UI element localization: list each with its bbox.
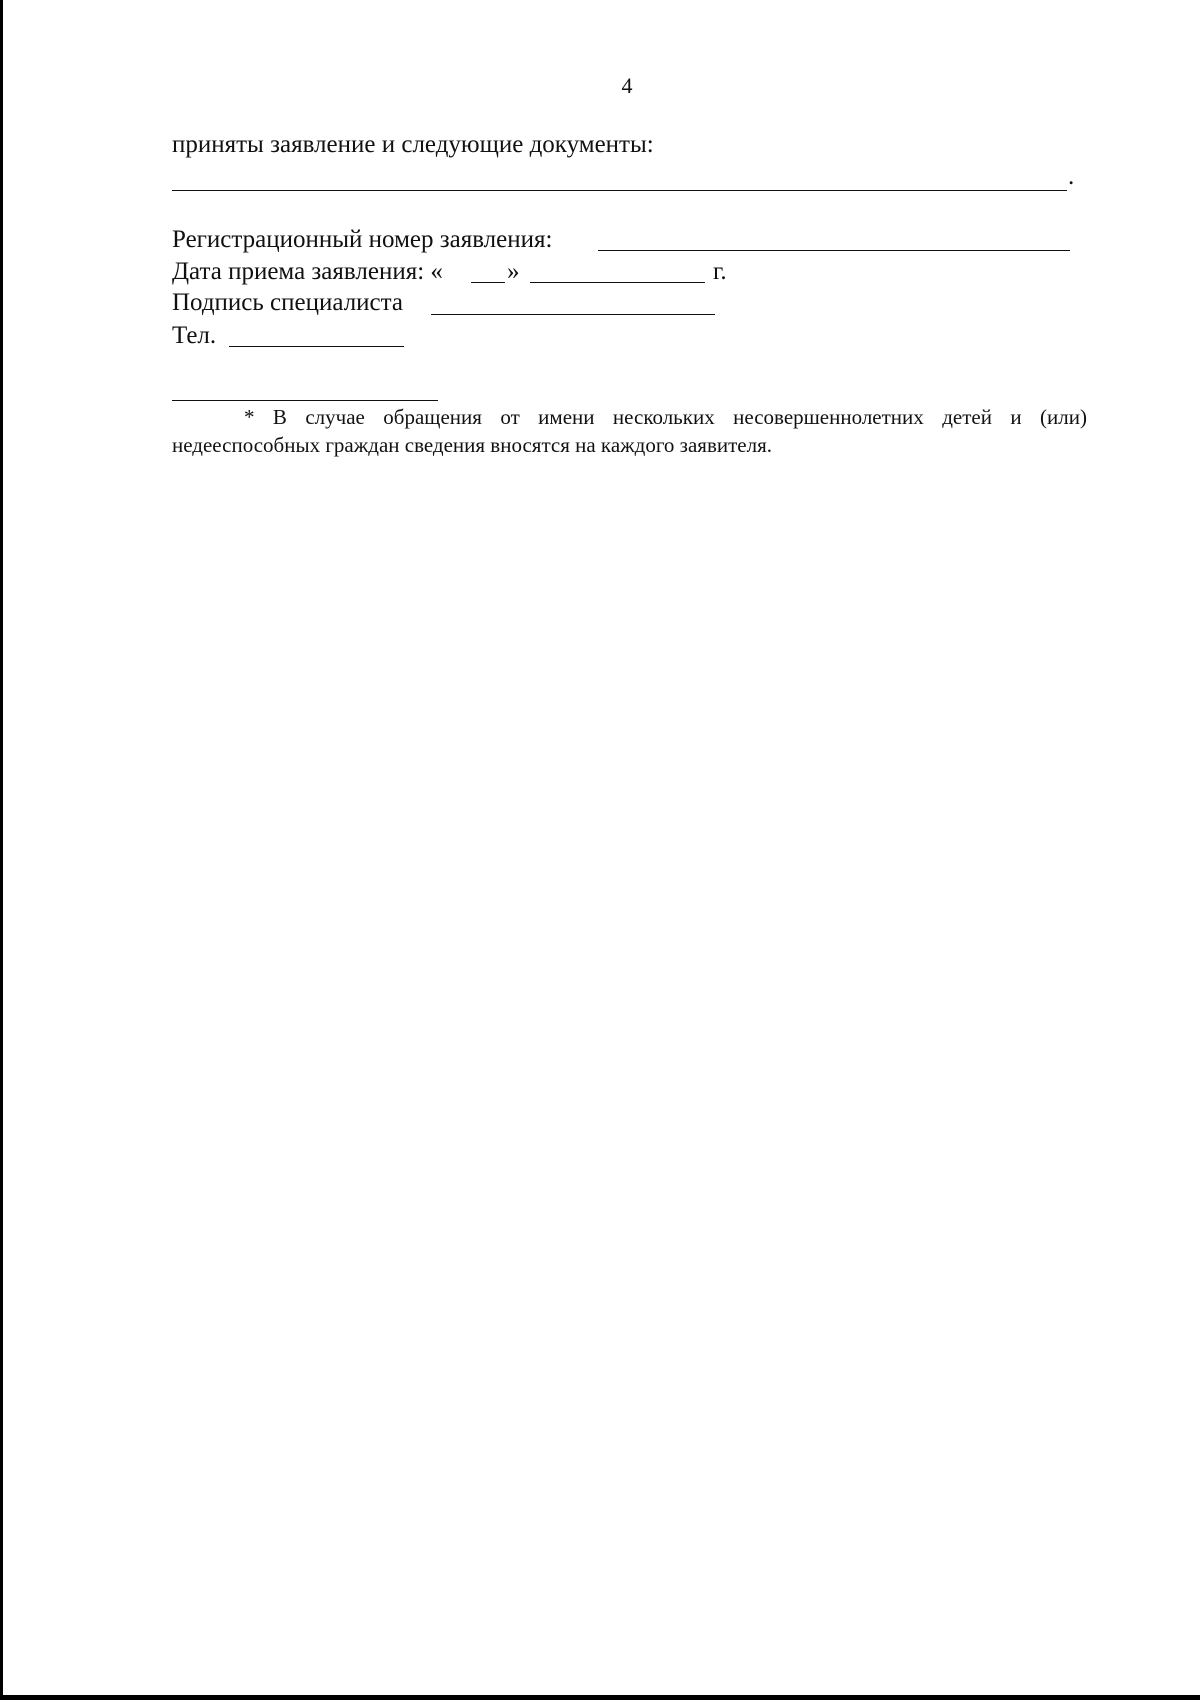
registration-number-fill-line [598,250,1070,251]
footnote-separator [172,400,438,401]
documents-fill-line [172,190,1067,191]
date-month-fill-line [530,282,705,283]
date-day-fill-line [471,282,505,283]
intro-text: приняты заявление и следующие документы: [172,131,654,158]
phone-label: Тел. [172,322,217,349]
specialist-signature-fill-line [431,314,715,315]
page-number: 4 [621,73,633,98]
specialist-signature-label: Подпись специалиста [172,289,403,316]
scan-left-edge [0,0,3,1700]
date-received-label: Дата приема заявления: « [172,258,443,285]
scan-bottom-edge [0,1695,1200,1700]
phone-fill-line [229,346,404,347]
footnote-text: * В случае обращения от имени нескольких несовершеннолетних детей и (или) недееспособных граждан сведения вносятся на каждого заявителя. [172,405,1087,457]
documents-line-period: . [1068,163,1075,190]
registration-number-label: Регистрационный номер заявления: [172,226,553,253]
date-quote-close: » [507,258,520,285]
date-year-suffix: г. [713,258,727,285]
